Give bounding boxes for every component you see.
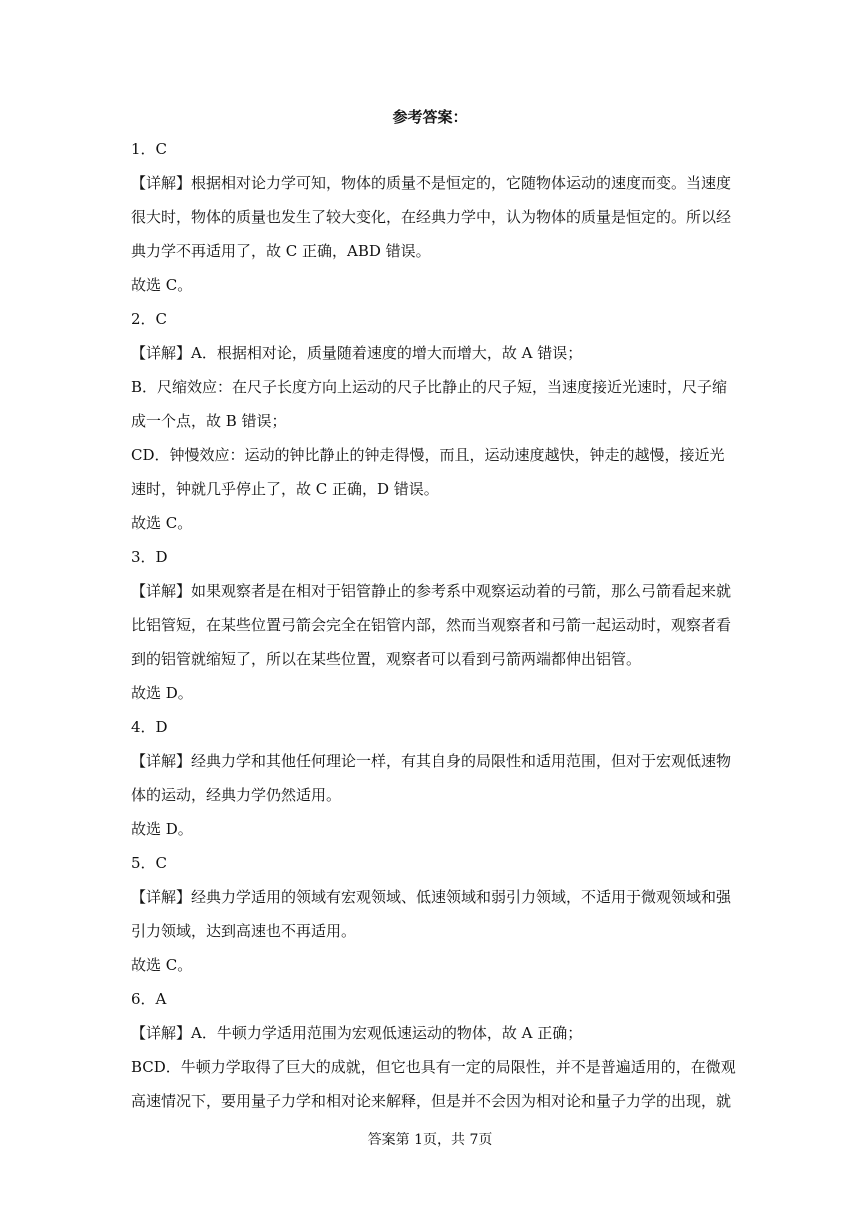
text-line: 比铝管短，在某些位置弓箭会完全在铝管内部，然而当观察者和弓箭一起运动时，观察者看 — [131, 616, 732, 634]
text-line: 故选 C。 — [131, 276, 193, 294]
text-line: 故选 C。 — [131, 514, 193, 532]
text-line: 【详解】A．根据相对论，质量随着速度的增大而增大，故 A 错误； — [131, 344, 583, 362]
text-line: 【详解】经典力学适用的领域有宏观领域、低速领域和弱引力领域，不适用于微观领域和强 — [131, 888, 732, 906]
text-line: 【详解】如果观察者是在相对于铝管静止的参考系中观察运动着的弓箭，那么弓箭看起来就 — [131, 582, 732, 600]
text-line: 体的运动，经典力学仍然适用。 — [131, 786, 342, 804]
page-title: 参考答案： — [392, 108, 468, 126]
text-line: 故选 C。 — [131, 956, 193, 974]
text-line: 6．A — [131, 990, 167, 1008]
text-line: 引力领域，达到高速也不再适用。 — [131, 922, 357, 940]
text-line: 2．C — [131, 310, 168, 328]
text-line: BCD．牛顿力学取得了巨大的成就，但它也具有一定的局限性，并不是普遍适用的，在微观 — [131, 1058, 736, 1076]
page-footer: 答案第 1页，共 7页 — [367, 1132, 493, 1148]
text-line: B．尺缩效应：在尺子长度方向上运动的尺子比静止的尺子短，当速度接近光速时，尺子缩 — [131, 378, 728, 396]
text-line: 成一个点，故 B 错误； — [131, 412, 287, 430]
text-line: 典力学不再适用了，故 C 正确，ABD 错误。 — [131, 242, 431, 260]
text-line: 4．D — [131, 718, 168, 736]
answer-content — [131, 132, 736, 1118]
text-line: 【详解】A．牛顿力学适用范围为宏观低速运动的物体，故 A 正确； — [131, 1024, 583, 1042]
text-line: 故选 D。 — [131, 684, 193, 702]
text-line: 5．C — [131, 854, 168, 872]
text-line: 高速情况下，要用量子力学和相对论来解释，但是并不会因为相对论和量子力学的出现，就 — [131, 1092, 732, 1110]
text-line: 3．D — [131, 548, 168, 566]
text-line: 很大时，物体的质量也发生了较大变化，在经典力学中，认为物体的质量是恒定的。所以经 — [131, 208, 732, 226]
text-line: 【详解】根据相对论力学可知，物体的质量不是恒定的，它随物体运动的速度而变。当速度 — [131, 174, 732, 192]
text-line: 到的铝管就缩短了，所以在某些位置，观察者可以看到弓箭两端都伸出铝管。 — [131, 650, 642, 668]
text-line: 1．C — [131, 140, 168, 158]
text-line: CD．钟慢效应：运动的钟比静止的钟走得慢，而且，运动速度越快，钟走的越慢，接近光 — [131, 446, 725, 464]
text-line: 故选 D。 — [131, 820, 193, 838]
text-line: 速时，钟就几乎停止了，故 C 正确，D 错误。 — [131, 480, 439, 498]
text-line: 【详解】经典力学和其他任何理论一样，有其自身的局限性和适用范围，但对于宏观低速物 — [131, 752, 732, 770]
